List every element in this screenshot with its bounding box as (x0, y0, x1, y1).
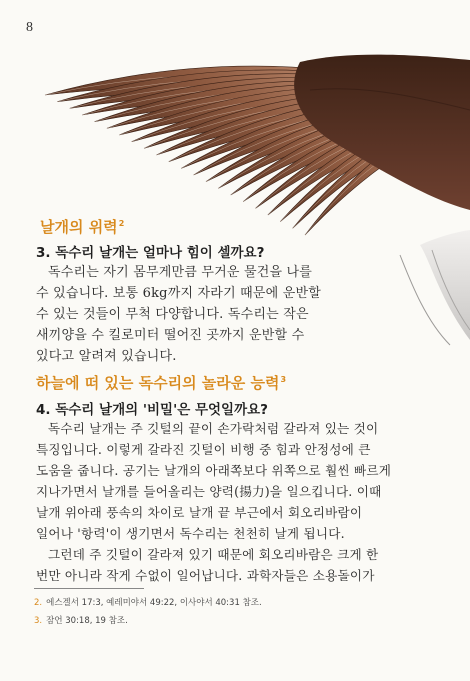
footnote-3 (34, 614, 128, 626)
para-line: 그런데 주 깃털이 갈라져 있기 때문에 회오리바람은 크게 한 (48, 547, 379, 562)
para-line: 도움을 줍니다. 공기는 날개의 아래쪽보다 위쪽으로 훨씬 빠르게 (36, 463, 392, 478)
para-line: 번만 아니라 작게 수없이 일어납니다. 과학자들은 소용돌이가 (36, 568, 375, 583)
footnote-text: 잠언 30:18, 19 참조. (46, 616, 128, 626)
para-line: 수 있는 것들이 무척 다양합니다. 독수리는 작은 (36, 307, 309, 322)
question-4: 4. 독수리 날개의 '비밀'은 무엇일까요? (36, 402, 268, 418)
footnote-number: 3. (34, 616, 43, 626)
section-title-eagle-ability (36, 372, 286, 393)
footnote-marker: 3 (280, 375, 287, 384)
paragraph-wing-power (36, 262, 321, 367)
para-line: 독수리는 자기 몸무게만큼 무거운 물건을 나를 (48, 265, 313, 280)
para-line: 날개 위아래 풍속의 차이로 날개 끝 부근에서 회오리바람이 (36, 505, 363, 520)
section-title-wing-power (40, 216, 124, 237)
page-number: 8 (26, 20, 33, 35)
footnote-text: 에스겔서 17:3, 예레미야서 49:22, 이사야서 40:31 참조. (46, 598, 262, 608)
para-line: 일어나 '항력'이 생기면서 독수리는 천천히 날게 됩니다. (36, 526, 345, 541)
para-line: 지나가면서 날개를 들어올리는 양력(揚力)을 일으킵니다. 이때 (36, 484, 382, 499)
para-line: 독수리 날개는 주 깃털의 끝이 손가락처럼 갈라져 있는 것이 (48, 421, 379, 436)
para-line: 수 있습니다. 보통 6kg까지 자라기 때문에 운반할 (36, 286, 322, 301)
section-title-text: 하늘에 떠 있는 독수리의 놀라운 능력 (36, 374, 280, 392)
section-title-text: 날개의 위력 (40, 218, 118, 236)
para-line: 새끼양을 수 킬로미터 떨어진 곳까지 운반할 수 (36, 328, 305, 343)
footnote-number: 2. (34, 598, 43, 608)
question-3: 3. 독수리 날개는 얼마나 힘이 셀까요? (36, 245, 265, 261)
footnote-2 (34, 596, 262, 608)
footnote-marker: 2 (118, 219, 125, 228)
paragraph-wing-secret (36, 418, 391, 586)
footnote-divider (34, 588, 144, 589)
para-line: 특징입니다. 이렇게 갈라진 깃털이 비행 중 힘과 안정성에 큰 (36, 442, 371, 457)
para-line: 있다고 알려져 있습니다. (36, 349, 177, 364)
